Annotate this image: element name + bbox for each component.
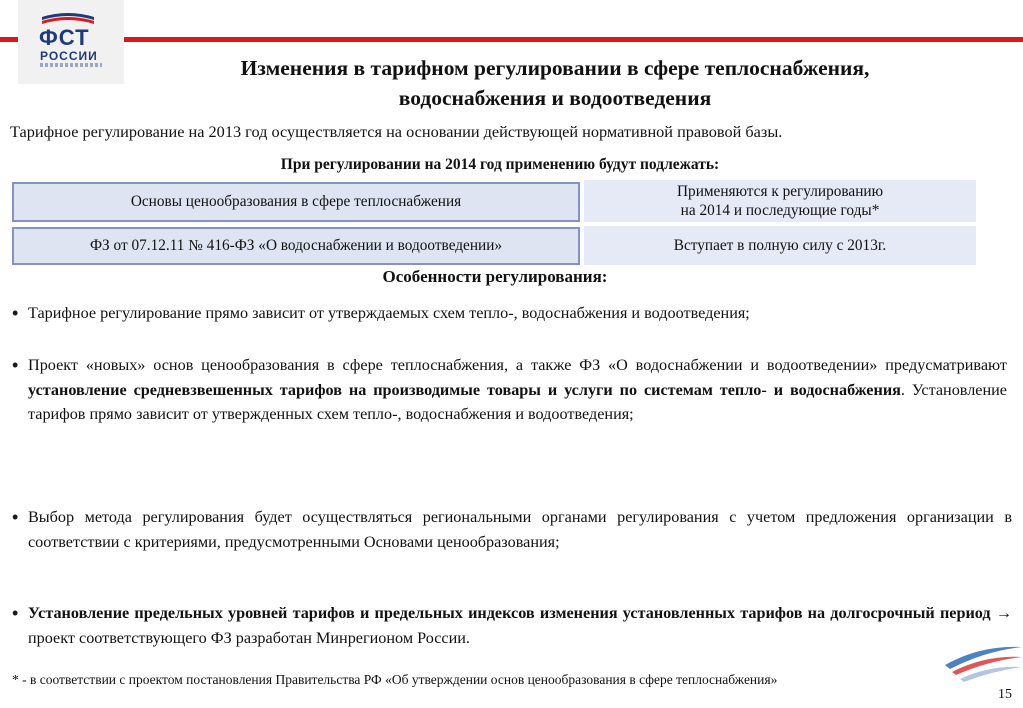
bullet-item-1 [12,301,1012,326]
features-heading: Особенности регулирования: [382,267,608,286]
bullet-icon: • [12,303,19,323]
bullet-icon: • [12,355,19,375]
logo-caption-lines [40,63,102,67]
table-row2-right: Вступает в полную силу с 2013г. [584,226,976,265]
footnote: * - в соответствии с проектом постановления Правительства РФ «Об утверждении основ ценообразования в сфере теплоснабжения» [12,672,778,687]
bullet-text-bold: Установление предельных уровней тарифов и предельных индексов изменения установленных тарифов на долгосрочный период [28,604,991,622]
bullet-item-3 [12,505,1012,554]
bullet-text-post: → проект соответствующего ФЗ разработан Минрегионом России. [28,604,1013,647]
bullet-text-post: . Установление тарифов прямо зависит от утвержденных схем тепло-, водоснабжения и водоотведения; [28,380,1007,423]
decorative-swoosh-icon [940,625,1023,685]
bullet-text: Выбор метода регулирования будет осуществляться региональными органами регулирования с учетом предложения организации в соответствии с критериями, предусмотренными Основами ценообразования; [28,508,1012,551]
bullet-text-bold: установление средневзвешенных тарифов на производимые товары и услуги по системам тепло- и водоснабжения [28,380,901,399]
table-row1-left: Основы ценообразования в сфере теплоснабжения [12,182,580,222]
bullet-text [28,353,1007,427]
page-number: 15 [998,687,1012,702]
subheading: При регулировании на 2014 год применению будут подлежать: [280,156,720,173]
fst-logo [18,0,124,84]
bullet-item-2 [12,353,1007,427]
logo-subtitle: РОССИИ [40,49,98,63]
page-title [140,53,970,113]
row1-right-line1: Применяются к регулированию [677,183,883,200]
title-line-2: водоснабжения и водоотведения [398,86,712,110]
table-row1-right [584,180,976,222]
header-rule-left [0,37,18,42]
row1-right-line2: на 2014 и последующие годы* [680,202,880,219]
intro-text: Тарифное регулирование на 2013 год осуществляется на основании действующей нормативной правовой базы. [10,122,783,141]
bullet-text: Тарифное регулирование прямо зависит от утверждаемых схем тепло-, водоснабжения и водоотведения; [28,304,750,322]
bullet-item-4 [12,601,1012,650]
table-row2-left: ФЗ от 07.12.11 № 416-ФЗ «О водоснабжении и водоотведении» [12,227,580,265]
bullet-text [28,601,1012,650]
logo-title: ФСТ [39,25,90,50]
bullet-icon: • [12,507,19,527]
bullet-text-pre: Проект «новых» основ ценообразования в сфере теплоснабжения, а также ФЗ «О водоснабжении и водоотведении» предусматривают [28,356,1007,374]
bullet-icon: • [12,603,19,623]
header-rule-right [124,37,1023,42]
title-line-1: Изменения в тарифном регулировании в сфере теплоснабжения, [240,56,870,80]
